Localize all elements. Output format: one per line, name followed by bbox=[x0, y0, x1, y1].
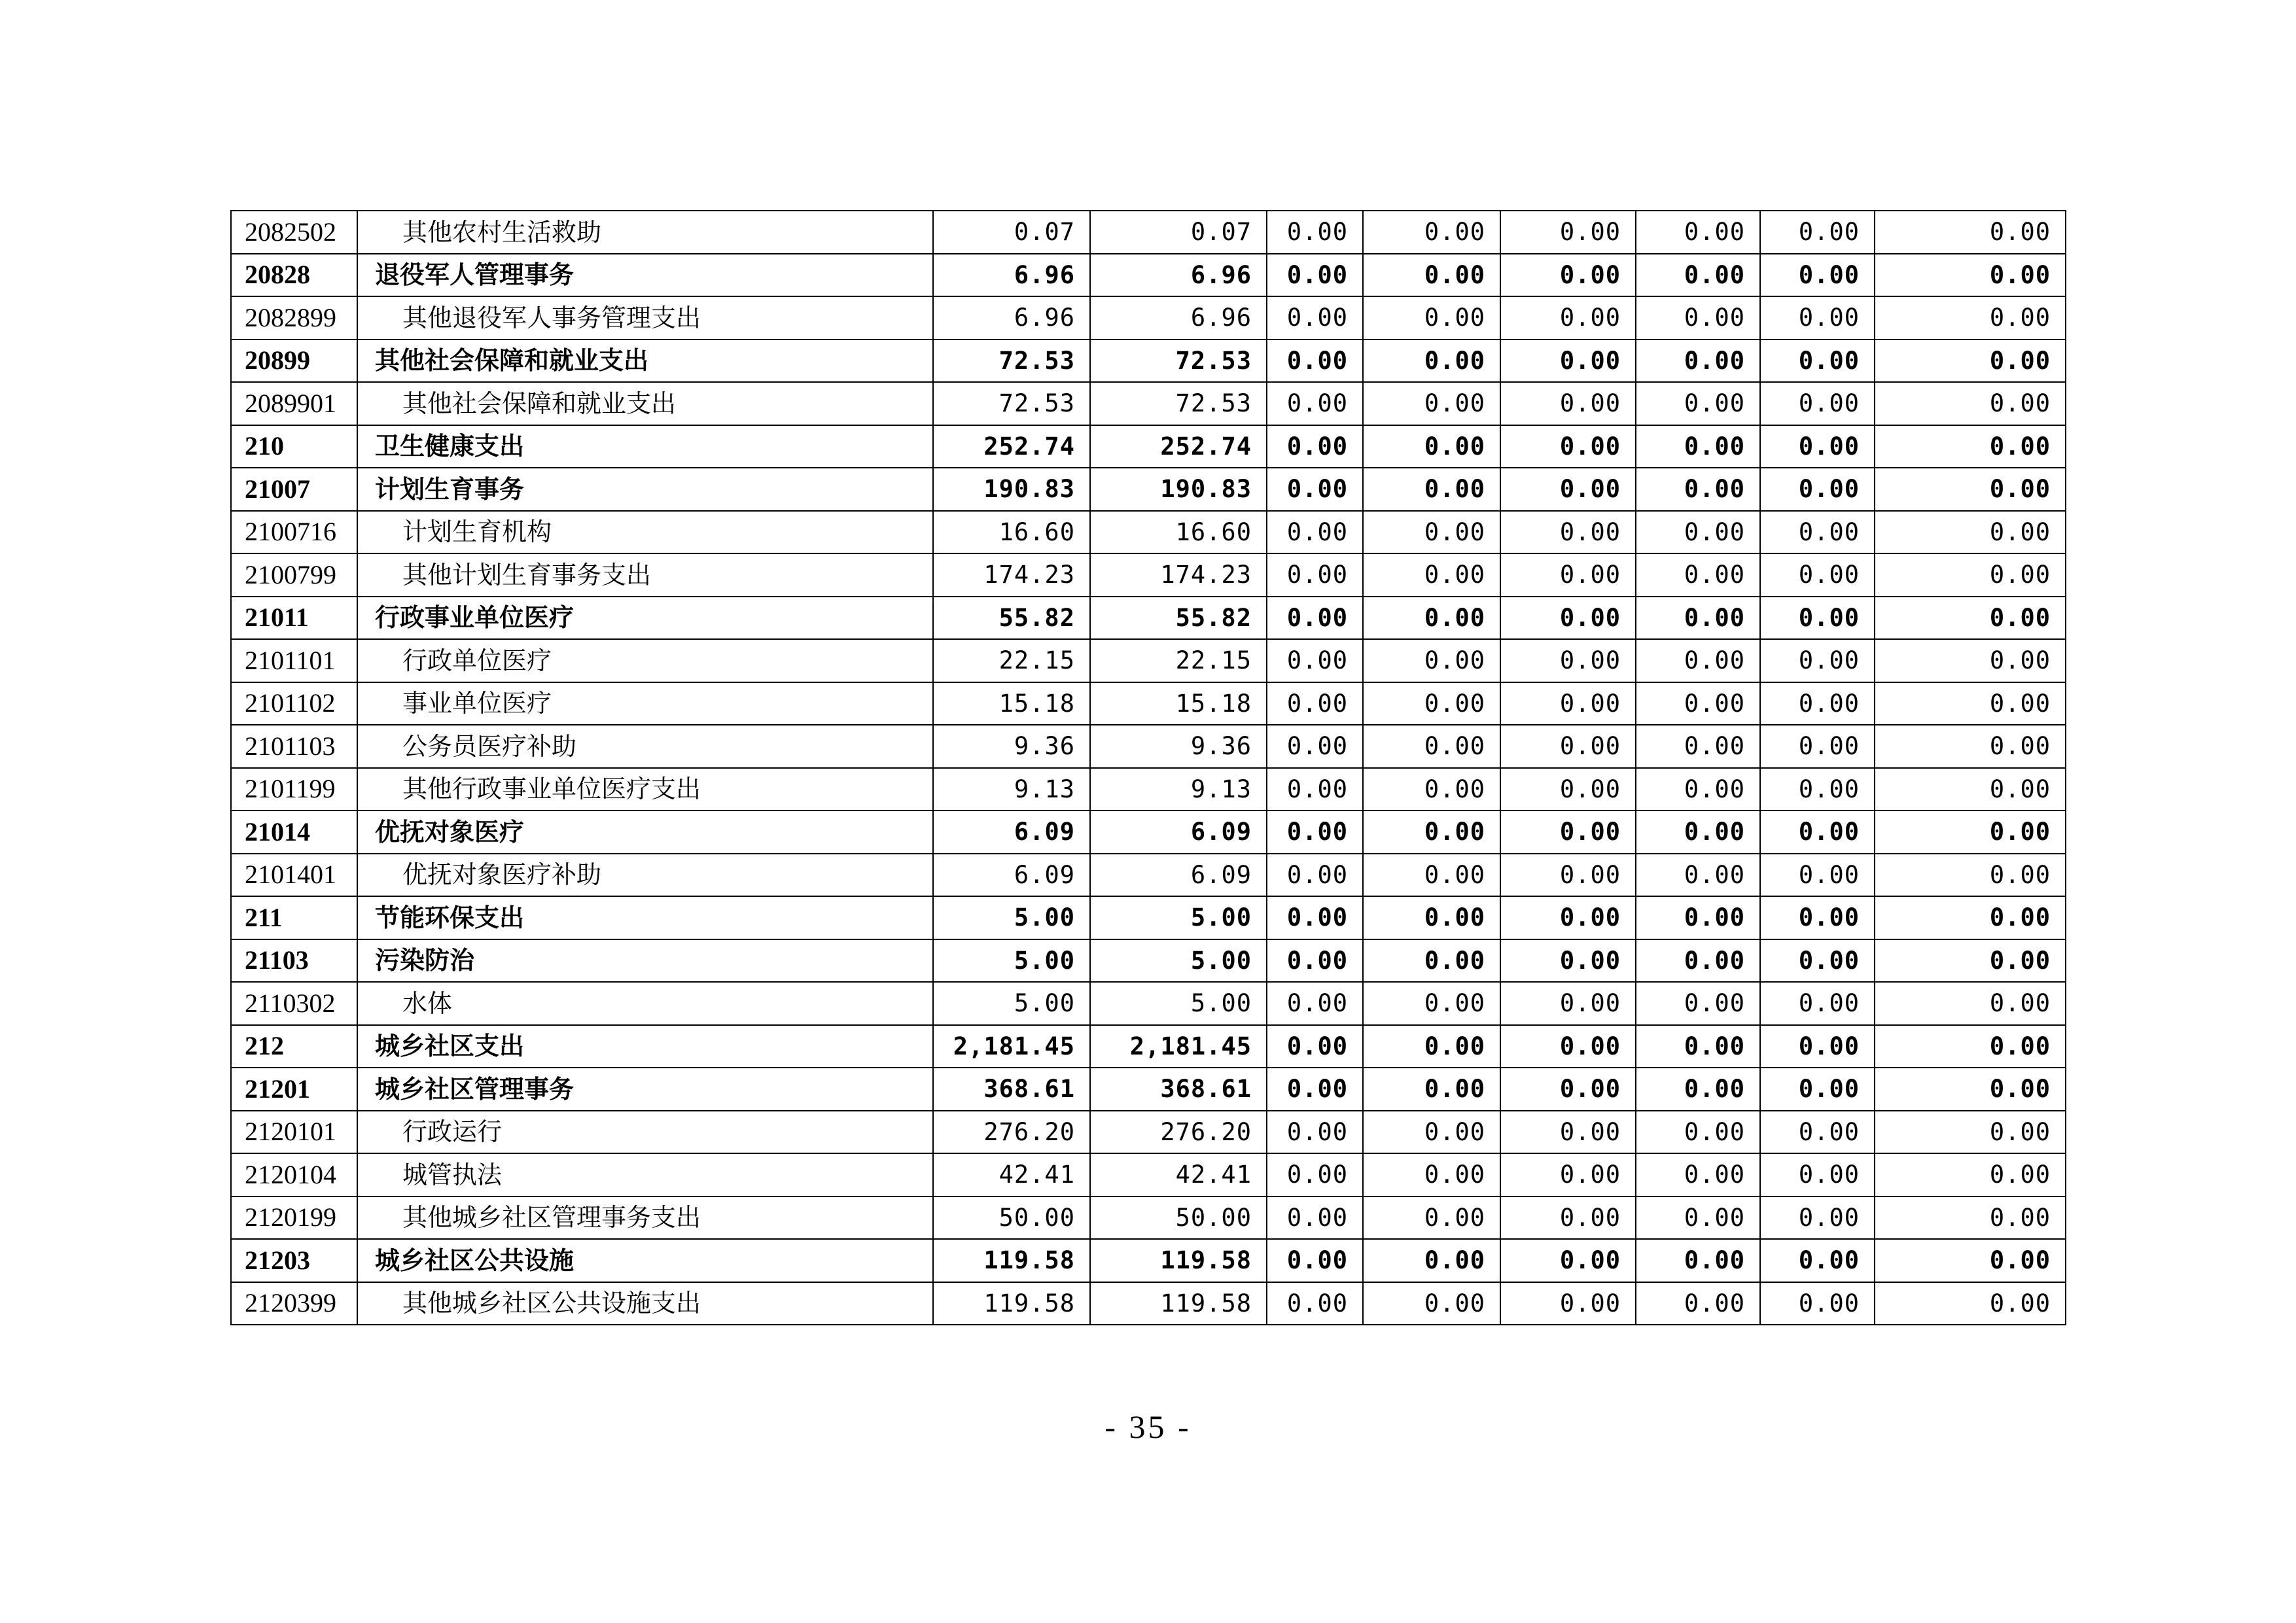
amount-cell: 0.00 bbox=[1363, 1111, 1500, 1154]
amount-cell: 72.53 bbox=[1090, 382, 1267, 425]
amount-cell: 0.00 bbox=[1363, 511, 1500, 554]
amount-cell: 0.00 bbox=[1636, 425, 1760, 468]
subject-code-cell: 2120199 bbox=[231, 1196, 357, 1240]
amount-cell: 0.00 bbox=[1500, 639, 1636, 682]
amount-cell: 5.00 bbox=[933, 982, 1090, 1025]
amount-cell: 0.00 bbox=[1636, 1153, 1760, 1196]
subject-name-cell: 其他退役军人事务管理支出 bbox=[357, 296, 933, 340]
amount-cell: 0.00 bbox=[1500, 511, 1636, 554]
table-row-group bbox=[231, 811, 2066, 854]
amount-cell: 276.20 bbox=[1090, 1111, 1267, 1154]
amount-cell: 16.60 bbox=[1090, 511, 1267, 554]
subject-code-cell: 21203 bbox=[231, 1239, 357, 1282]
amount-cell: 0.00 bbox=[1760, 1282, 1875, 1325]
amount-cell: 0.00 bbox=[1363, 597, 1500, 640]
table-row-group bbox=[231, 1239, 2066, 1282]
amount-cell: 0.00 bbox=[1760, 725, 1875, 768]
amount-cell: 0.00 bbox=[1760, 254, 1875, 297]
amount-cell: 0.00 bbox=[1760, 1068, 1875, 1111]
amount-cell: 0.00 bbox=[1363, 982, 1500, 1025]
amount-cell: 0.00 bbox=[1500, 1111, 1636, 1154]
amount-cell: 119.58 bbox=[933, 1239, 1090, 1282]
amount-cell: 0.00 bbox=[1267, 1068, 1363, 1111]
table-row bbox=[231, 982, 2066, 1025]
table-row bbox=[231, 1196, 2066, 1240]
amount-cell: 9.13 bbox=[1090, 768, 1267, 811]
amount-cell: 0.00 bbox=[1875, 597, 2066, 640]
amount-cell: 0.00 bbox=[1760, 211, 1875, 254]
amount-cell: 0.00 bbox=[1267, 1025, 1363, 1068]
amount-cell: 0.00 bbox=[1500, 896, 1636, 939]
subject-code-cell: 2101401 bbox=[231, 854, 357, 897]
table-row-group bbox=[231, 1068, 2066, 1111]
amount-cell: 0.00 bbox=[1760, 811, 1875, 854]
amount-cell: 9.36 bbox=[933, 725, 1090, 768]
amount-cell: 0.00 bbox=[1500, 1025, 1636, 1068]
table-row bbox=[231, 1153, 2066, 1196]
amount-cell: 0.00 bbox=[1363, 811, 1500, 854]
amount-cell: 0.00 bbox=[1500, 725, 1636, 768]
table-row-group bbox=[231, 254, 2066, 297]
table-row bbox=[231, 854, 2066, 897]
amount-cell: 0.00 bbox=[1363, 939, 1500, 983]
amount-cell: 6.96 bbox=[1090, 296, 1267, 340]
table-row bbox=[231, 511, 2066, 554]
amount-cell: 0.00 bbox=[1760, 597, 1875, 640]
amount-cell: 0.00 bbox=[1760, 854, 1875, 897]
amount-cell: 0.00 bbox=[1363, 1239, 1500, 1282]
amount-cell: 6.09 bbox=[1090, 811, 1267, 854]
amount-cell: 0.00 bbox=[1875, 982, 2066, 1025]
amount-cell: 0.00 bbox=[1267, 768, 1363, 811]
amount-cell: 0.00 bbox=[1363, 1153, 1500, 1196]
amount-cell: 0.00 bbox=[1636, 340, 1760, 383]
amount-cell: 174.23 bbox=[1090, 553, 1267, 597]
amount-cell: 55.82 bbox=[933, 597, 1090, 640]
amount-cell: 0.00 bbox=[1267, 553, 1363, 597]
amount-cell: 0.00 bbox=[1875, 1025, 2066, 1068]
subject-code-cell: 2101103 bbox=[231, 725, 357, 768]
amount-cell: 0.00 bbox=[1267, 725, 1363, 768]
subject-code-cell: 21007 bbox=[231, 468, 357, 511]
subject-name-cell: 行政单位医疗 bbox=[357, 639, 933, 682]
amount-cell: 0.00 bbox=[1363, 382, 1500, 425]
amount-cell: 0.00 bbox=[1363, 1025, 1500, 1068]
subject-code-cell: 2101101 bbox=[231, 639, 357, 682]
amount-cell: 0.00 bbox=[1267, 211, 1363, 254]
table-row bbox=[231, 211, 2066, 254]
amount-cell: 6.96 bbox=[933, 296, 1090, 340]
amount-cell: 0.00 bbox=[1760, 1111, 1875, 1154]
amount-cell: 0.00 bbox=[1875, 896, 2066, 939]
amount-cell: 0.00 bbox=[1636, 211, 1760, 254]
amount-cell: 0.00 bbox=[1500, 425, 1636, 468]
amount-cell: 0.00 bbox=[1760, 896, 1875, 939]
amount-cell: 119.58 bbox=[1090, 1282, 1267, 1325]
amount-cell: 368.61 bbox=[1090, 1068, 1267, 1111]
amount-cell: 0.00 bbox=[1760, 639, 1875, 682]
amount-cell: 0.00 bbox=[1363, 211, 1500, 254]
subject-name-cell: 城管执法 bbox=[357, 1153, 933, 1196]
amount-cell: 0.00 bbox=[1636, 1282, 1760, 1325]
amount-cell: 0.00 bbox=[1636, 1196, 1760, 1240]
subject-code-cell: 2120101 bbox=[231, 1111, 357, 1154]
subject-name-cell: 行政事业单位医疗 bbox=[357, 597, 933, 640]
amount-cell: 0.00 bbox=[1267, 382, 1363, 425]
amount-cell: 0.00 bbox=[1267, 982, 1363, 1025]
amount-cell: 0.00 bbox=[1267, 1196, 1363, 1240]
amount-cell: 0.00 bbox=[1875, 254, 2066, 297]
subject-name-cell: 计划生育事务 bbox=[357, 468, 933, 511]
table-row-group bbox=[231, 896, 2066, 939]
amount-cell: 0.00 bbox=[1500, 854, 1636, 897]
amount-cell: 252.74 bbox=[1090, 425, 1267, 468]
subject-name-cell: 其他社会保障和就业支出 bbox=[357, 382, 933, 425]
subject-name-cell: 优抚对象医疗 bbox=[357, 811, 933, 854]
amount-cell: 0.00 bbox=[1363, 553, 1500, 597]
amount-cell: 0.00 bbox=[1875, 382, 2066, 425]
table-row bbox=[231, 768, 2066, 811]
amount-cell: 72.53 bbox=[1090, 340, 1267, 383]
amount-cell: 0.00 bbox=[1760, 1239, 1875, 1282]
amount-cell: 0.00 bbox=[1636, 296, 1760, 340]
amount-cell: 0.00 bbox=[1500, 982, 1636, 1025]
amount-cell: 0.00 bbox=[1636, 382, 1760, 425]
subject-code-cell: 2082899 bbox=[231, 296, 357, 340]
amount-cell: 0.00 bbox=[1500, 597, 1636, 640]
table-row bbox=[231, 553, 2066, 597]
subject-code-cell: 2101199 bbox=[231, 768, 357, 811]
subject-code-cell: 21103 bbox=[231, 939, 357, 983]
amount-cell: 55.82 bbox=[1090, 597, 1267, 640]
amount-cell: 0.00 bbox=[1363, 425, 1500, 468]
amount-cell: 6.09 bbox=[933, 854, 1090, 897]
amount-cell: 0.00 bbox=[1267, 1111, 1363, 1154]
amount-cell: 0.00 bbox=[1760, 468, 1875, 511]
amount-cell: 0.00 bbox=[1636, 1111, 1760, 1154]
amount-cell: 0.00 bbox=[1760, 1025, 1875, 1068]
subject-code-cell: 212 bbox=[231, 1025, 357, 1068]
amount-cell: 0.00 bbox=[1636, 811, 1760, 854]
subject-name-cell: 节能环保支出 bbox=[357, 896, 933, 939]
amount-cell: 0.00 bbox=[1760, 682, 1875, 725]
table-row-group bbox=[231, 425, 2066, 468]
subject-name-cell: 城乡社区支出 bbox=[357, 1025, 933, 1068]
table-row bbox=[231, 1282, 2066, 1325]
subject-name-cell: 公务员医疗补助 bbox=[357, 725, 933, 768]
amount-cell: 0.00 bbox=[1267, 340, 1363, 383]
amount-cell: 0.00 bbox=[1875, 211, 2066, 254]
amount-cell: 0.00 bbox=[1875, 811, 2066, 854]
amount-cell: 0.00 bbox=[1267, 1153, 1363, 1196]
subject-code-cell: 2120399 bbox=[231, 1282, 357, 1325]
subject-name-cell: 其他行政事业单位医疗支出 bbox=[357, 768, 933, 811]
subject-name-cell: 事业单位医疗 bbox=[357, 682, 933, 725]
table-row-group bbox=[231, 468, 2066, 511]
amount-cell: 0.00 bbox=[1636, 639, 1760, 682]
amount-cell: 0.00 bbox=[1636, 939, 1760, 983]
amount-cell: 0.00 bbox=[1760, 939, 1875, 983]
amount-cell: 0.00 bbox=[1500, 553, 1636, 597]
amount-cell: 0.00 bbox=[1500, 296, 1636, 340]
table-row-group bbox=[231, 340, 2066, 383]
subject-code-cell: 210 bbox=[231, 425, 357, 468]
table-row bbox=[231, 1111, 2066, 1154]
amount-cell: 0.00 bbox=[1363, 725, 1500, 768]
amount-cell: 190.83 bbox=[1090, 468, 1267, 511]
amount-cell: 0.00 bbox=[1875, 468, 2066, 511]
amount-cell: 0.00 bbox=[1875, 553, 2066, 597]
amount-cell: 2,181.45 bbox=[1090, 1025, 1267, 1068]
subject-name-cell: 其他城乡社区公共设施支出 bbox=[357, 1282, 933, 1325]
amount-cell: 0.00 bbox=[1875, 1239, 2066, 1282]
amount-cell: 0.00 bbox=[1636, 682, 1760, 725]
amount-cell: 0.00 bbox=[1875, 854, 2066, 897]
amount-cell: 5.00 bbox=[933, 896, 1090, 939]
amount-cell: 0.00 bbox=[1267, 939, 1363, 983]
amount-cell: 50.00 bbox=[933, 1196, 1090, 1240]
amount-cell: 0.00 bbox=[1500, 1153, 1636, 1196]
subject-code-cell: 2120104 bbox=[231, 1153, 357, 1196]
subject-name-cell: 其他社会保障和就业支出 bbox=[357, 340, 933, 383]
amount-cell: 0.00 bbox=[1500, 1068, 1636, 1111]
amount-cell: 0.00 bbox=[1636, 1025, 1760, 1068]
amount-cell: 50.00 bbox=[1090, 1196, 1267, 1240]
subject-code-cell: 2101102 bbox=[231, 682, 357, 725]
amount-cell: 119.58 bbox=[933, 1282, 1090, 1325]
amount-cell: 0.00 bbox=[1500, 1196, 1636, 1240]
amount-cell: 0.00 bbox=[1500, 811, 1636, 854]
amount-cell: 0.00 bbox=[1760, 511, 1875, 554]
amount-cell: 0.00 bbox=[1636, 896, 1760, 939]
amount-cell: 0.00 bbox=[1500, 939, 1636, 983]
amount-cell: 0.00 bbox=[1363, 1282, 1500, 1325]
amount-cell: 276.20 bbox=[933, 1111, 1090, 1154]
amount-cell: 0.00 bbox=[1636, 553, 1760, 597]
amount-cell: 0.00 bbox=[1500, 211, 1636, 254]
amount-cell: 174.23 bbox=[933, 553, 1090, 597]
amount-cell: 16.60 bbox=[933, 511, 1090, 554]
subject-code-cell: 21014 bbox=[231, 811, 357, 854]
amount-cell: 6.09 bbox=[1090, 854, 1267, 897]
amount-cell: 0.00 bbox=[1267, 597, 1363, 640]
subject-code-cell: 21201 bbox=[231, 1068, 357, 1111]
amount-cell: 0.00 bbox=[1875, 1111, 2066, 1154]
amount-cell: 0.00 bbox=[1363, 639, 1500, 682]
amount-cell: 0.00 bbox=[1500, 1239, 1636, 1282]
amount-cell: 0.00 bbox=[1636, 468, 1760, 511]
amount-cell: 0.00 bbox=[1363, 340, 1500, 383]
amount-cell: 0.07 bbox=[933, 211, 1090, 254]
amount-cell: 190.83 bbox=[933, 468, 1090, 511]
amount-cell: 15.18 bbox=[1090, 682, 1267, 725]
amount-cell: 0.00 bbox=[1267, 639, 1363, 682]
amount-cell: 0.00 bbox=[1363, 854, 1500, 897]
amount-cell: 0.00 bbox=[1363, 896, 1500, 939]
amount-cell: 0.00 bbox=[1500, 340, 1636, 383]
amount-cell: 0.00 bbox=[1363, 682, 1500, 725]
amount-cell: 0.00 bbox=[1500, 1282, 1636, 1325]
amount-cell: 0.00 bbox=[1760, 982, 1875, 1025]
amount-cell: 0.00 bbox=[1636, 1068, 1760, 1111]
subject-name-cell: 行政运行 bbox=[357, 1111, 933, 1154]
amount-cell: 0.00 bbox=[1875, 768, 2066, 811]
amount-cell: 0.00 bbox=[1500, 254, 1636, 297]
amount-cell: 22.15 bbox=[1090, 639, 1267, 682]
subject-name-cell: 退役军人管理事务 bbox=[357, 254, 933, 297]
subject-code-cell: 2110302 bbox=[231, 982, 357, 1025]
expenditure-table bbox=[230, 210, 2066, 1325]
subject-code-cell: 2082502 bbox=[231, 211, 357, 254]
amount-cell: 0.00 bbox=[1267, 296, 1363, 340]
amount-cell: 0.00 bbox=[1267, 811, 1363, 854]
page-number: - 35 - bbox=[1104, 1408, 1192, 1445]
amount-cell: 0.00 bbox=[1875, 511, 2066, 554]
table-body bbox=[231, 211, 2066, 1325]
amount-cell: 72.53 bbox=[933, 382, 1090, 425]
amount-cell: 0.00 bbox=[1267, 511, 1363, 554]
amount-cell: 5.00 bbox=[1090, 939, 1267, 983]
amount-cell: 0.00 bbox=[1500, 382, 1636, 425]
table-row bbox=[231, 682, 2066, 725]
amount-cell: 0.00 bbox=[1500, 682, 1636, 725]
amount-cell: 0.00 bbox=[1875, 1282, 2066, 1325]
subject-code-cell: 2100716 bbox=[231, 511, 357, 554]
subject-code-cell: 211 bbox=[231, 896, 357, 939]
amount-cell: 5.00 bbox=[1090, 982, 1267, 1025]
amount-cell: 22.15 bbox=[933, 639, 1090, 682]
amount-cell: 0.00 bbox=[1875, 682, 2066, 725]
amount-cell: 0.00 bbox=[1267, 254, 1363, 297]
amount-cell: 9.36 bbox=[1090, 725, 1267, 768]
subject-name-cell: 计划生育机构 bbox=[357, 511, 933, 554]
amount-cell: 0.00 bbox=[1875, 1153, 2066, 1196]
subject-name-cell: 优抚对象医疗补助 bbox=[357, 854, 933, 897]
table-row bbox=[231, 382, 2066, 425]
subject-code-cell: 20828 bbox=[231, 254, 357, 297]
amount-cell: 0.00 bbox=[1636, 854, 1760, 897]
amount-cell: 0.00 bbox=[1875, 725, 2066, 768]
table-row bbox=[231, 725, 2066, 768]
amount-cell: 119.58 bbox=[1090, 1239, 1267, 1282]
amount-cell: 0.00 bbox=[1363, 296, 1500, 340]
subject-name-cell: 其他计划生育事务支出 bbox=[357, 553, 933, 597]
amount-cell: 0.00 bbox=[1875, 340, 2066, 383]
subject-code-cell: 2100799 bbox=[231, 553, 357, 597]
amount-cell: 0.00 bbox=[1363, 1068, 1500, 1111]
amount-cell: 0.00 bbox=[1760, 425, 1875, 468]
amount-cell: 0.00 bbox=[1636, 725, 1760, 768]
subject-code-cell: 2089901 bbox=[231, 382, 357, 425]
table-row-group bbox=[231, 597, 2066, 640]
amount-cell: 0.07 bbox=[1090, 211, 1267, 254]
amount-cell: 9.13 bbox=[933, 768, 1090, 811]
amount-cell: 0.00 bbox=[1500, 768, 1636, 811]
amount-cell: 0.00 bbox=[1875, 296, 2066, 340]
table-row bbox=[231, 639, 2066, 682]
amount-cell: 0.00 bbox=[1875, 1196, 2066, 1240]
amount-cell: 368.61 bbox=[933, 1068, 1090, 1111]
amount-cell: 0.00 bbox=[1636, 982, 1760, 1025]
amount-cell: 0.00 bbox=[1267, 425, 1363, 468]
amount-cell: 0.00 bbox=[1636, 511, 1760, 554]
amount-cell: 6.96 bbox=[1090, 254, 1267, 297]
amount-cell: 0.00 bbox=[1267, 854, 1363, 897]
amount-cell: 15.18 bbox=[933, 682, 1090, 725]
subject-name-cell: 其他农村生活救助 bbox=[357, 211, 933, 254]
amount-cell: 0.00 bbox=[1267, 468, 1363, 511]
amount-cell: 0.00 bbox=[1760, 382, 1875, 425]
amount-cell: 42.41 bbox=[933, 1153, 1090, 1196]
amount-cell: 72.53 bbox=[933, 340, 1090, 383]
amount-cell: 0.00 bbox=[1267, 1282, 1363, 1325]
amount-cell: 0.00 bbox=[1760, 1153, 1875, 1196]
amount-cell: 0.00 bbox=[1636, 1239, 1760, 1282]
amount-cell: 5.00 bbox=[1090, 896, 1267, 939]
amount-cell: 0.00 bbox=[1636, 254, 1760, 297]
subject-name-cell: 污染防治 bbox=[357, 939, 933, 983]
subject-name-cell: 其他城乡社区管理事务支出 bbox=[357, 1196, 933, 1240]
amount-cell: 0.00 bbox=[1267, 1239, 1363, 1282]
table-row-group bbox=[231, 939, 2066, 983]
amount-cell: 0.00 bbox=[1363, 1196, 1500, 1240]
amount-cell: 0.00 bbox=[1875, 1068, 2066, 1111]
subject-name-cell: 水体 bbox=[357, 982, 933, 1025]
amount-cell: 6.96 bbox=[933, 254, 1090, 297]
subject-name-cell: 城乡社区公共设施 bbox=[357, 1239, 933, 1282]
table-row bbox=[231, 296, 2066, 340]
amount-cell: 0.00 bbox=[1267, 896, 1363, 939]
subject-code-cell: 20899 bbox=[231, 340, 357, 383]
amount-cell: 0.00 bbox=[1500, 468, 1636, 511]
amount-cell: 6.09 bbox=[933, 811, 1090, 854]
amount-cell: 0.00 bbox=[1363, 468, 1500, 511]
amount-cell: 0.00 bbox=[1760, 553, 1875, 597]
amount-cell: 0.00 bbox=[1636, 597, 1760, 640]
amount-cell: 0.00 bbox=[1760, 296, 1875, 340]
subject-name-cell: 卫生健康支出 bbox=[357, 425, 933, 468]
amount-cell: 0.00 bbox=[1267, 682, 1363, 725]
table-row-group bbox=[231, 1025, 2066, 1068]
amount-cell: 0.00 bbox=[1875, 425, 2066, 468]
subject-code-cell: 21011 bbox=[231, 597, 357, 640]
amount-cell: 0.00 bbox=[1636, 768, 1760, 811]
amount-cell: 0.00 bbox=[1363, 768, 1500, 811]
amount-cell: 0.00 bbox=[1875, 639, 2066, 682]
amount-cell: 0.00 bbox=[1760, 340, 1875, 383]
amount-cell: 5.00 bbox=[933, 939, 1090, 983]
amount-cell: 0.00 bbox=[1760, 1196, 1875, 1240]
amount-cell: 42.41 bbox=[1090, 1153, 1267, 1196]
amount-cell: 0.00 bbox=[1875, 939, 2066, 983]
amount-cell: 252.74 bbox=[933, 425, 1090, 468]
amount-cell: 0.00 bbox=[1760, 768, 1875, 811]
subject-name-cell: 城乡社区管理事务 bbox=[357, 1068, 933, 1111]
amount-cell: 2,181.45 bbox=[933, 1025, 1090, 1068]
amount-cell: 0.00 bbox=[1363, 254, 1500, 297]
